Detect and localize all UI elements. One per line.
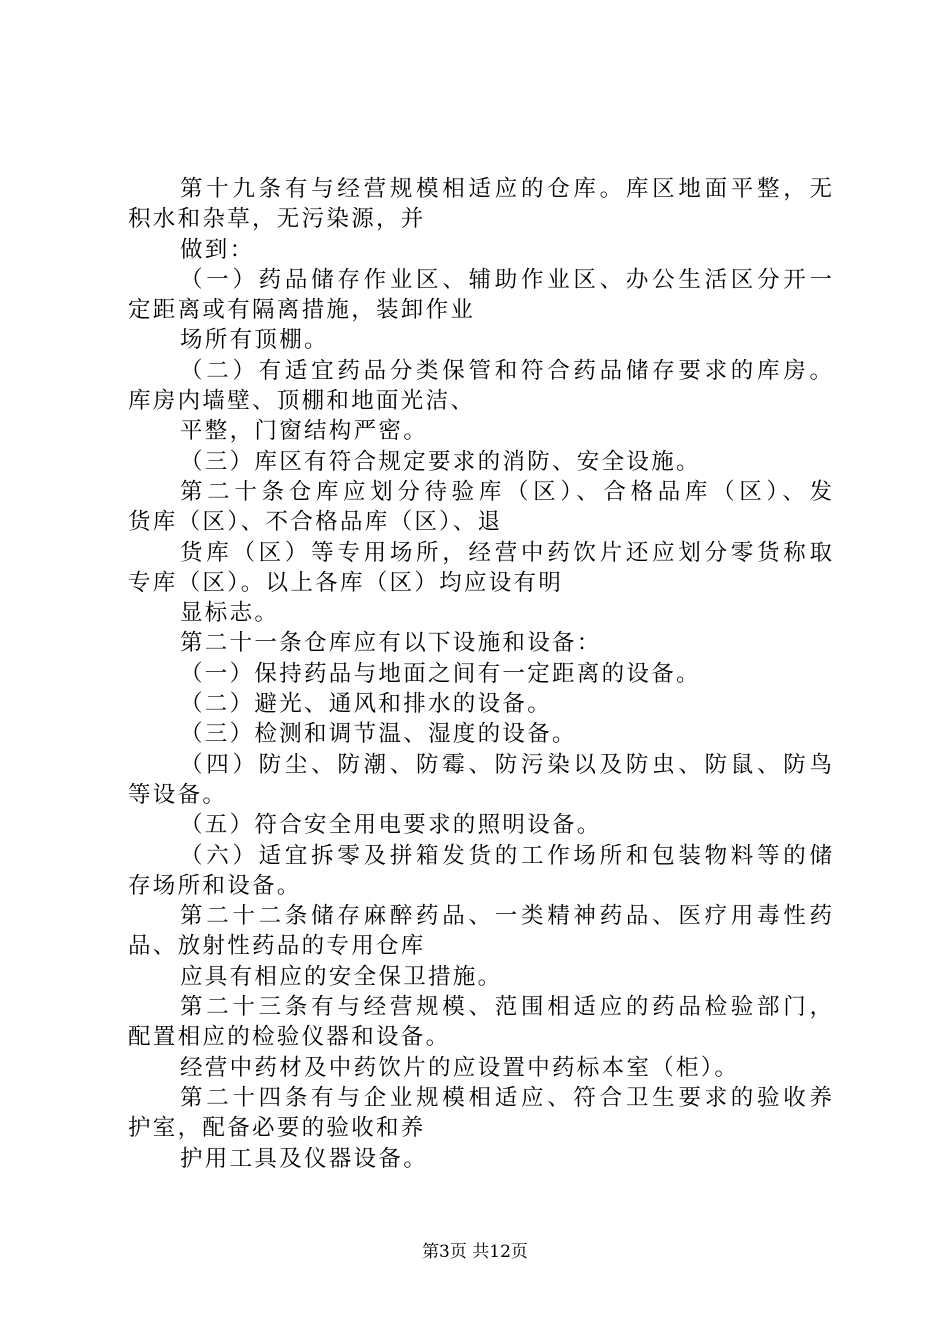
text-line: 第二十条仓库应划分待验库（区）、合格品库（区）、发 (180, 478, 832, 505)
text-line: 品、放射性药品的专用仓库 (128, 933, 426, 960)
text-line: 平整，门窗结构严密。 (180, 418, 429, 445)
text-line: 货库（区）、不合格品库（区）、退 (128, 509, 503, 536)
text-line: （三）检测和调节温、湿度的设备。 (180, 721, 577, 748)
text-line: （二）避光、通风和排水的设备。 (180, 691, 553, 718)
text-line: 定距离或有隔离措施，装卸作业 (128, 297, 476, 324)
body-text (128, 174, 832, 1174)
text-line: 经营中药材及中药饮片的应设置中药标本室（柜）。 (180, 1054, 740, 1081)
page-footer: 第3页 共12页 (422, 1242, 528, 1262)
text-line: 护用工具及仪器设备。 (180, 1145, 429, 1172)
text-line: 存场所和设备。 (128, 872, 302, 899)
text-line: 做到： (180, 236, 255, 263)
text-line: 显标志。 (180, 600, 280, 627)
text-line: 积水和杂草，无污染源，并 (128, 206, 426, 233)
text-line: （三）库区有符合规定要求的消防、安全设施。 (180, 448, 701, 475)
text-line: （二）有适宜药品分类保管和符合药品储存要求的库房。 (180, 357, 832, 384)
text-line: 第二十四条有与企业规模相适应、符合卫生要求的验收养 (180, 1084, 832, 1111)
text-line: （一）药品储存作业区、辅助作业区、办公生活区分开一 (180, 266, 832, 293)
text-line: （一）保持药品与地面之间有一定距离的设备。 (180, 660, 701, 687)
text-line: 配置相应的检验仪器和设备。 (128, 1024, 451, 1051)
text-line: 第二十二条储存麻醉药品、一类精神药品、医疗用毒性药 (180, 903, 832, 930)
text-line: 第二十三条有与经营规模、范围相适应的药品检验部门， (180, 994, 832, 1021)
text-line: （六）适宜拆零及拼箱发货的工作场所和包装物料等的储 (180, 842, 832, 869)
text-line: 护室，配备必要的验收和养 (128, 1115, 426, 1142)
text-line: 专库（区）。以上各库（区）均应设有明 (128, 569, 564, 596)
text-line: 应具有相应的安全保卫措施。 (180, 963, 503, 990)
text-line: 场所有顶棚。 (180, 327, 329, 354)
text-line: （五）符合安全用电要求的照明设备。 (180, 812, 602, 839)
text-line: 等设备。 (128, 781, 228, 808)
text-line: 库房内墙壁、顶棚和地面光洁、 (128, 388, 476, 415)
text-line: （四）防尘、防潮、防霉、防污染以及防虫、防鼠、防鸟 (180, 751, 832, 778)
text-line: 货库（区）等专用场所，经营中药饮片还应划分零货称取 (180, 539, 832, 566)
text-line: 第二十一条仓库应有以下设施和设备： (180, 630, 602, 657)
text-line: 第十九条有与经营规模相适应的仓库。库区地面平整，无 (180, 176, 832, 202)
